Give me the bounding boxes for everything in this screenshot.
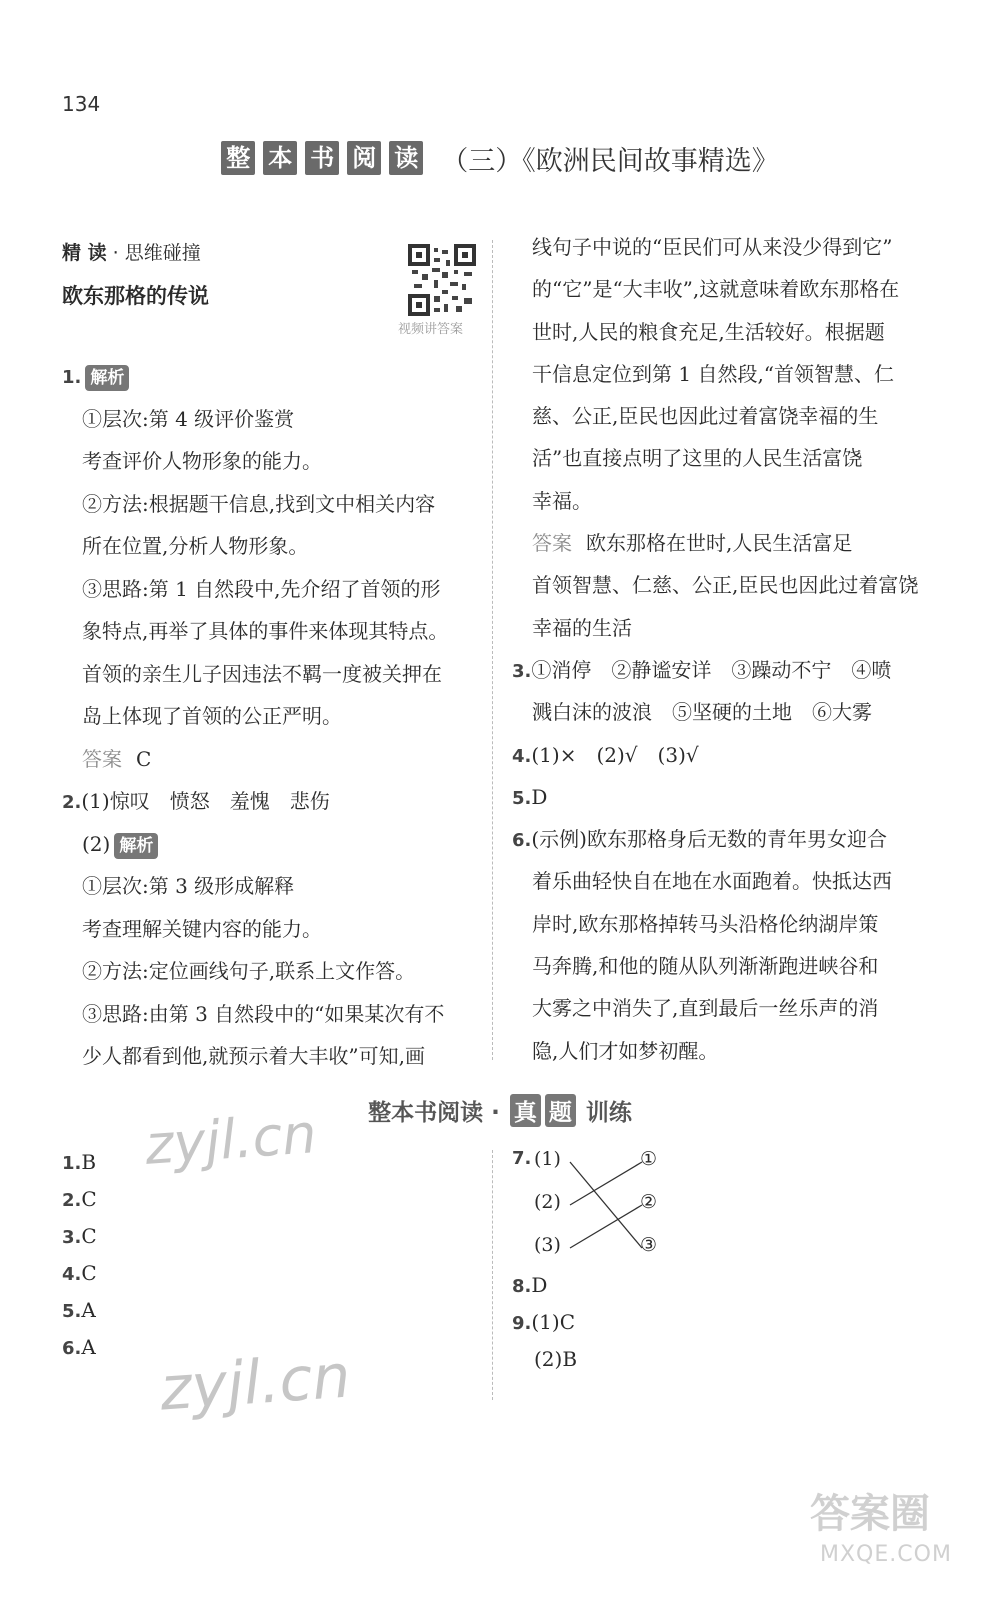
- match-left-item: (1): [534, 1148, 561, 1170]
- line-text: ①消停 ②静谧安详 ③躁动不宁 ④喷: [531, 657, 892, 682]
- training-title-right: 训练: [577, 1100, 632, 1126]
- text-line: [62, 568, 482, 611]
- question-number: 6.: [512, 830, 532, 852]
- answer-line: [512, 1267, 812, 1304]
- watermark-zyjl-bottom: zyjl.cn: [157, 1341, 353, 1425]
- text-line: [62, 908, 482, 951]
- line-text: 首领的亲生儿子因违法不羁一度被关押在: [82, 661, 442, 686]
- line-text: 所在位置,分析人物形象。: [82, 534, 309, 558]
- analysis-badge: 解析: [85, 365, 129, 391]
- answer-text: B: [81, 1150, 97, 1174]
- answer-line: [512, 1304, 812, 1341]
- line-text: 活”也直接点明了这里的人民生活富饶: [532, 446, 863, 471]
- question-number: 4.: [512, 745, 532, 767]
- answer-label: 答案: [532, 531, 572, 556]
- line-text: 岛上体现了首领的公正严明。: [82, 704, 342, 728]
- line-text: 幸福。: [532, 488, 592, 513]
- text-line: [512, 818, 942, 860]
- line-text: C: [136, 746, 152, 771]
- title-char-box: 书: [305, 141, 339, 175]
- line-text: 考查理解关键内容的能力。: [82, 916, 322, 941]
- training-title-box: 真: [510, 1094, 541, 1127]
- line-text: 的“它”是“大丰收”,这就意味着欧东那格在: [532, 277, 900, 302]
- story-title: 欧东那格的传说: [62, 284, 209, 308]
- text-line: [512, 437, 942, 479]
- answer-line: [62, 1218, 362, 1255]
- watermark-mxqe: MXQE.COM: [820, 1542, 952, 1567]
- answer-line: [62, 1181, 362, 1218]
- line-text: ③思路:由第 3 自然段中的“如果某次有不: [82, 1001, 445, 1026]
- text-line: [62, 483, 482, 526]
- text-line: [512, 564, 942, 606]
- text-line: [512, 649, 942, 691]
- question-number: 8.: [512, 1276, 532, 1297]
- line-text: 大雾之中消失了,直到最后一丝乐声的消: [532, 996, 879, 1021]
- answer-text: C: [81, 1187, 97, 1211]
- section-prefix: 精 读: [62, 242, 107, 264]
- sub-number: (2): [82, 831, 111, 856]
- answer-text: (2)B: [534, 1347, 578, 1371]
- text-line: [512, 395, 942, 437]
- line-text: 首领智慧、仁慈、公正,臣民也因此过着富饶: [532, 573, 919, 598]
- answer-line: [62, 1292, 362, 1329]
- text-line: [62, 993, 482, 1036]
- text-line: [62, 695, 482, 738]
- line-text: 象特点,再举了具体的事件来体现其特点。: [82, 619, 449, 643]
- text-line: [62, 738, 482, 781]
- match-lines: [512, 1146, 712, 1266]
- training-title-box: 题: [545, 1094, 576, 1127]
- question-number: 5.: [62, 1301, 82, 1322]
- question-number: 5.: [512, 787, 532, 809]
- answer-label: 答案: [82, 746, 122, 771]
- text-line: [512, 734, 942, 776]
- line-text: 世时,人民的粮食充足,生活较好。根据题: [532, 319, 885, 344]
- line-text: ②方法:定位画线句子,联系上文作答。: [82, 959, 416, 983]
- answer-text: C: [81, 1261, 97, 1285]
- column-divider: [492, 240, 493, 1060]
- text-line: [512, 1030, 942, 1072]
- page-number: 134: [62, 92, 101, 116]
- line-text: ②方法:根据题干信息,找到文中相关内容: [82, 491, 436, 516]
- match-right-item: ③: [640, 1234, 658, 1256]
- text-line: [512, 903, 942, 945]
- match-line: [570, 1205, 642, 1248]
- question-7-matching: [512, 1146, 712, 1266]
- text-line: [62, 525, 482, 568]
- answer-text: C: [81, 1224, 97, 1248]
- question-number: 3.: [512, 660, 532, 682]
- answer-text: A: [81, 1335, 96, 1359]
- answer-line: [512, 1341, 812, 1378]
- title-char-box: 阅: [347, 141, 381, 175]
- qr-code-icon[interactable]: [408, 244, 476, 316]
- text-line: [62, 823, 482, 866]
- analysis-badge: 解析: [114, 833, 158, 859]
- text-line: [512, 268, 942, 310]
- line-text: 幸福的生活: [532, 615, 632, 640]
- question-number: 4.: [62, 1264, 82, 1285]
- answer-line: [62, 1255, 362, 1292]
- line-text: (1)惊叹 愤怒 羞愧 悲伤: [81, 789, 330, 813]
- title-boxed-chars: [221, 141, 431, 175]
- line-text: 干信息定位到第 1 自然段,“首领智慧、仁: [532, 361, 895, 386]
- question-number: 7.: [512, 1148, 532, 1169]
- text-line: [512, 226, 942, 268]
- title-char-box: 读: [389, 141, 423, 175]
- line-text: 岸时,欧东那格掉转马头沿格伦纳湖岸策: [532, 911, 879, 936]
- text-line: [62, 1035, 482, 1078]
- line-text: 欧东那格在世时,人民生活富足: [586, 531, 853, 556]
- match-left-item: (2): [534, 1191, 561, 1213]
- line-text: D: [531, 784, 548, 809]
- text-line: [512, 945, 942, 987]
- text-line: [62, 610, 482, 653]
- text-line: [62, 440, 482, 483]
- line-text: 马奔腾,和他的随从队列渐渐跑进峡谷和: [532, 954, 879, 979]
- text-line: [512, 776, 942, 818]
- line-text: 着乐曲轻快自在地在水面跑着。快抵达西: [532, 869, 892, 894]
- question-number: 2.: [62, 792, 82, 813]
- title-char-box: 整: [221, 141, 255, 175]
- line-text: 线句子中说的“臣民们可从来没少得到它”: [532, 235, 893, 259]
- text-line: [62, 780, 482, 823]
- line-text: 少人都看到他,就预示着大丰收”可知,画: [82, 1044, 425, 1068]
- text-line: [62, 398, 482, 441]
- right-column: [512, 226, 942, 1072]
- answer-text: D: [531, 1273, 548, 1297]
- answer-text: (1)C: [531, 1310, 576, 1334]
- match-left-item: (3): [534, 1234, 561, 1256]
- question-number: 1.: [62, 1153, 82, 1174]
- text-line: [62, 653, 482, 696]
- text-line: [62, 865, 482, 908]
- left-column: [62, 355, 482, 1078]
- text-line: [512, 522, 942, 564]
- column-divider-lower: [492, 1150, 493, 1400]
- text-line: [62, 355, 482, 398]
- question-number: 9.: [512, 1313, 532, 1334]
- text-line: [62, 950, 482, 993]
- watermark-zyjl-top: zyjl.cn: [143, 1102, 319, 1177]
- line-text: 考查评价人物形象的能力。: [82, 449, 322, 473]
- question-number: 2.: [62, 1190, 82, 1211]
- answer-text: A: [81, 1298, 96, 1322]
- match-line: [570, 1162, 642, 1205]
- line-text: 慈、公正,臣民也因此过着富饶幸福的生: [532, 404, 879, 429]
- page-title: [0, 136, 1000, 180]
- text-line: [512, 691, 942, 733]
- line-text: 隐,人们才如梦初醒。: [532, 1038, 719, 1063]
- line-text: ①层次:第 3 级形成解释: [82, 874, 295, 898]
- training-right-answers: [512, 1267, 812, 1378]
- title-char-box: 本: [263, 141, 297, 175]
- question-number: 6.: [62, 1338, 82, 1359]
- watermark-daanquan: 答案圈: [810, 1491, 930, 1537]
- line-text: (示例)欧东那格身后无数的青年男女迎合: [531, 827, 887, 852]
- question-number: 3.: [62, 1227, 82, 1248]
- section-label: [62, 238, 201, 265]
- section-suffix: · 思维碰撞: [112, 242, 201, 264]
- line-text: ③思路:第 1 自然段中,先介绍了首领的形: [82, 576, 441, 601]
- match-right-item: ①: [640, 1148, 658, 1170]
- question-number: 1.: [62, 367, 82, 388]
- line-text: (1)× (2)√ (3)√: [531, 742, 699, 767]
- text-line: [512, 987, 942, 1029]
- title-subtitle: （三）《欧洲民间故事精选》: [441, 145, 779, 177]
- line-text: 溅白沫的波浪 ⑤坚硬的土地 ⑥大雾: [532, 700, 872, 725]
- training-left-answers: [62, 1144, 362, 1366]
- match-line: [570, 1162, 642, 1248]
- match-right-item: ②: [640, 1191, 658, 1213]
- text-line: [512, 311, 942, 353]
- qr-caption: 视频讲答案: [398, 322, 464, 337]
- text-line: [512, 607, 942, 649]
- training-title-left: 整本书阅读 ·: [368, 1100, 508, 1126]
- text-line: [512, 860, 942, 902]
- text-line: [512, 480, 942, 522]
- text-line: [512, 353, 942, 395]
- line-text: ①层次:第 4 级评价鉴赏: [82, 406, 295, 431]
